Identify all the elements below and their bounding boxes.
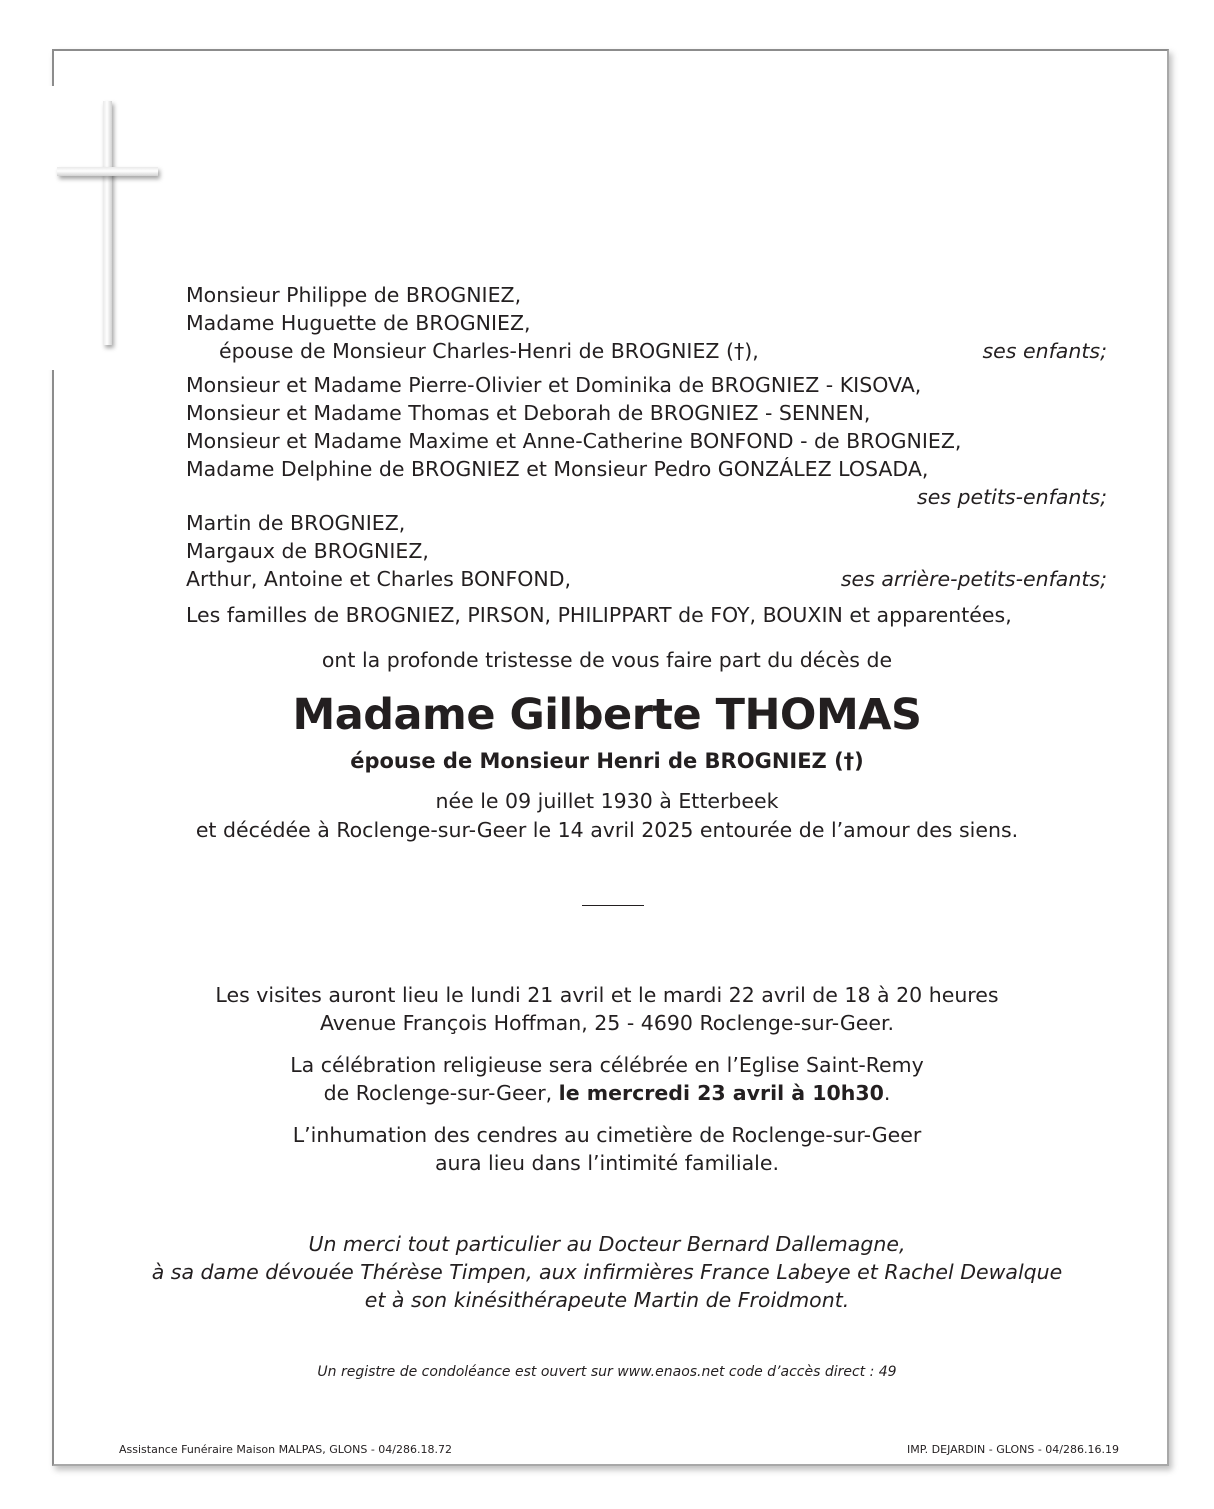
great-grandchild-2: Margaux de BROGNIEZ, bbox=[186, 539, 429, 563]
visits-line-2: Avenue François Hoffman, 25 - 4690 Roclenge-sur-Geer. bbox=[319, 1011, 895, 1035]
ceremony-line-1: La célébration religieuse sera célébrée en l’Eglise Saint-Remy bbox=[290, 1053, 924, 1077]
ceremony-date: le mercredi 23 avril à 10h30 bbox=[558, 1081, 884, 1105]
deceased-name: Madame Gilberte THOMAS bbox=[292, 690, 922, 740]
great-grandchild-1: Martin de BROGNIEZ, bbox=[186, 511, 406, 535]
thanks-line-1: Un merci tout particulier au Docteur Bernard Dallemagne, bbox=[308, 1232, 906, 1256]
extended-families: Les familles de BROGNIEZ, PIRSON, PHILIPPART de FOY, BOUXIN et apparentées, bbox=[186, 603, 1012, 627]
grandchild-4: Madame Delphine de BROGNIEZ et Monsieur Pedro GONZÁLEZ LOSADA, bbox=[186, 457, 929, 481]
printer-credit: IMP. DEJARDIN - GLONS - 04/286.16.19 bbox=[907, 1443, 1119, 1456]
child-2-spouse: épouse de Monsieur Charles-Henri de BROGNIEZ (†), bbox=[219, 339, 759, 363]
grandchild-2: Monsieur et Madame Thomas et Deborah de BROGNIEZ - SENNEN, bbox=[186, 401, 871, 425]
grandchildren-role: ses petits-enfants; bbox=[917, 485, 1107, 509]
ceremony-location: de Roclenge-sur-Geer, bbox=[323, 1081, 559, 1105]
cross-icon-horizontal bbox=[57, 167, 158, 176]
great-grandchildren-role: ses arrière-petits-enfants; bbox=[840, 567, 1107, 591]
funeral-home-credit: Assistance Funéraire Maison MALPAS, GLONS - 04/286.18.72 bbox=[119, 1443, 452, 1456]
border-gap bbox=[44, 86, 68, 370]
condolence-registry: Un registre de condoléance est ouvert sur www.enaos.net code d’accès direct : 49 bbox=[317, 1364, 897, 1380]
burial-line-1: L’inhumation des cendres au cimetière de Roclenge-sur-Geer bbox=[292, 1123, 922, 1147]
child-2: Madame Huguette de BROGNIEZ, bbox=[186, 311, 531, 335]
burial-line-2: aura lieu dans l’intimité familiale. bbox=[434, 1151, 780, 1175]
ceremony-line-2 bbox=[0, 1081, 1214, 1105]
separator-rule bbox=[582, 905, 644, 906]
visits-line-1: Les visites auront lieu le lundi 21 avril et le mardi 22 avril de 18 à 20 heures bbox=[215, 983, 999, 1007]
announcement-intro: ont la profonde tristesse de vous faire part du décès de bbox=[321, 648, 893, 672]
birth-line: née le 09 juillet 1930 à Etterbeek bbox=[435, 789, 779, 813]
child-1: Monsieur Philippe de BROGNIEZ, bbox=[186, 283, 522, 307]
death-line: et décédée à Roclenge-sur-Geer le 14 avril 2025 entourée de l’amour des siens. bbox=[195, 818, 1019, 842]
thanks-line-2: à sa dame dévouée Thérèse Timpen, aux infirmières France Labeye et Rachel Dewalque bbox=[151, 1260, 1063, 1284]
grandchild-1: Monsieur et Madame Pierre-Olivier et Dominika de BROGNIEZ - KISOVA, bbox=[186, 373, 922, 397]
children-role: ses enfants; bbox=[982, 339, 1107, 363]
grandchild-3: Monsieur et Madame Maxime et Anne-Catherine BONFOND - de BROGNIEZ, bbox=[186, 429, 962, 453]
great-grandchild-3: Arthur, Antoine et Charles BONFOND, bbox=[186, 567, 572, 591]
cross-icon-vertical bbox=[103, 101, 112, 345]
deceased-spouse: épouse de Monsieur Henri de BROGNIEZ (†) bbox=[350, 749, 864, 773]
thanks-line-3: et à son kinésithérapeute Martin de Froidmont. bbox=[364, 1288, 850, 1312]
ceremony-period: . bbox=[883, 1081, 891, 1105]
